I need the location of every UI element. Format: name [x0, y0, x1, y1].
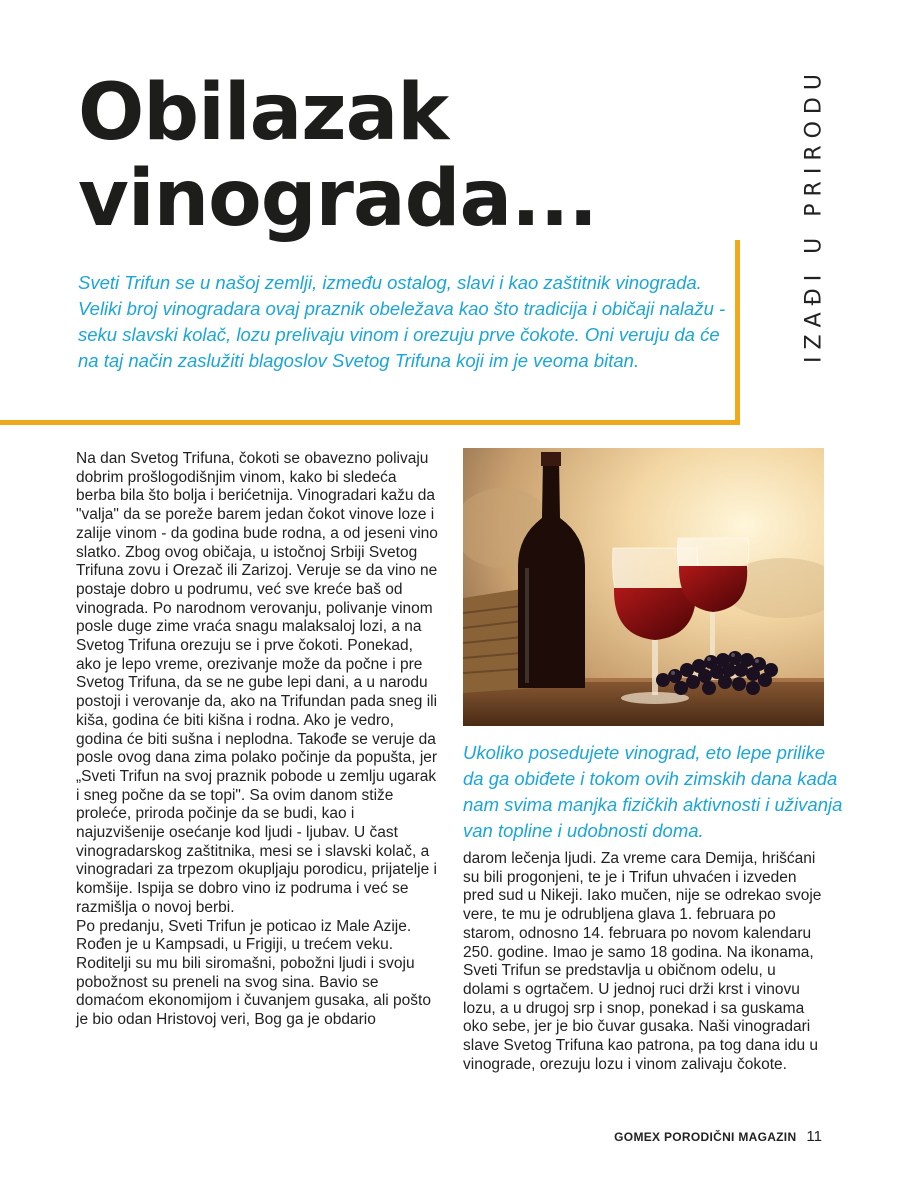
body-column-right: darom lečenja ljudi. Za vreme cara Demija, hrišćani su bili progonjeni, te je i Trifun uhvaćen i izveden pred sud u Nikeji. Iako mučen, nije se odrekao svoje vere, te mu je odrubljena glava 1. februara po starom, odnosno 14. februara po novom kalendaru 250. godine. Imao je samo 18 godina. Na ikonama, Sveti Trifun se predstavlja u običnom odelu, u dolami s ogrtačem. U jednoj ruci drži krst i vinovu lozu, a u drugoj srp i snop, ponekad i sa guskama oko sebe, jer je bio čuvar gusaka. Naši vinogradari slave Svetog Trifuna kao patrona, pa tog dana idu u vinograde, orezuju lozu i vinom zalivaju čokote.: [463, 850, 822, 1073]
body-paragraph: Na dan Svetog Trifuna, čokoti se obavezno polivaju dobrim prošlogodišnjim vinom, kako bi sledeća berba bila što bolja i berićetnija. Vinogradari kažu da "valja" da se poreže barem jedan čokot vinove loze i zalije vinom - da godina bude rodna, a od jeseni vino slatko. Zbog ovog običaja, u istočnoj Srbiji Svetog Trifuna zovu i Orezač ili Zarizoj. Veruje se da vino ne postaje dobro u podrumu, već sve kreće baš od vinograda. Po narodnom verovanju, polivanje vinom posle duge zime vraća snagu malaksaloj lozi, a na Svetog Trifuna orezuju se i prve čokoti. Ponekad, ako je lepo vreme, orezivanje može da počne i pre Svetog Trifuna, da se ne gube lepi dani, a u narodu postoji i verovanje da, ako na Trifundan pada sneg ili kiša, godina će biti kišna i rodna. Ako je vedro, godina će biti sušna i neplodna. Takođe se veruje da posle ovog dana zima polako počinje da popušta, jer „Sveti Trifun na svoj praznik pobode u zemlju ugarak i sneg počne da se topi". Sa ovim danom stiže proleće, priroda počinje da se budi, kao i najuzvišenije osećanje kod ljudi - ljubav. U čast vinogradarskog zaštitnika, mesi se i slavski kolač, a vinogradari za trpezom okupljaju porodicu, prijatelje i komšije. Ispija se dobro vino iz podruma i već se razmišlja o novoj berbi.: [76, 450, 438, 916]
intro-paragraph: Sveti Trifun se u našoj zemlji, između ostalog, slavi i kao zaštitnik vinograda. Veliki broj vinogradara ovaj praznik obeležava kao što tradicija i običaji nalažu - seku slavski kolač, lozu prelivaju vinom i orezuju prve čokote. Oni veruju da će na taj način zaslužiti blagoslov Svetog Trifuna koji im je veoma bitan.: [78, 272, 726, 371]
body-column-left: [76, 450, 438, 1030]
accent-line-horizontal: [0, 420, 740, 425]
article-title: Obilazak vinograda...: [78, 68, 597, 244]
pull-quote: Ukoliko posedujete vinograd, eto lepe prilike da ga obiđete i tokom ovih zimskih dana kada nam svima manjka fizičkih aktivnosti i uživanja van topline i udobnosti doma.: [463, 742, 843, 841]
magazine-name: GOMEX PORODIČNI MAGAZIN: [614, 1130, 797, 1144]
page-footer: [614, 1128, 822, 1145]
body-paragraph: Po predanju, Sveti Trifun je poticao iz Male Azije. Rođen je u Kampsadi, u Frigiji, u trećem veku. Roditelji su mu bili siromašni, pobožni ljudi i svoju pobožnost su preneli na svog sina. Bavio se domaćom ekonomijom i čuvanjem gusaka, ali pošto je bio odan Hristovoj veri, Bog ga je obdario: [76, 917, 431, 1029]
page-number: 11: [806, 1128, 822, 1145]
section-label: [794, 67, 834, 363]
section-label-text: IZAĐI U PRIRODU: [801, 67, 827, 363]
wine-photo: [463, 448, 824, 726]
